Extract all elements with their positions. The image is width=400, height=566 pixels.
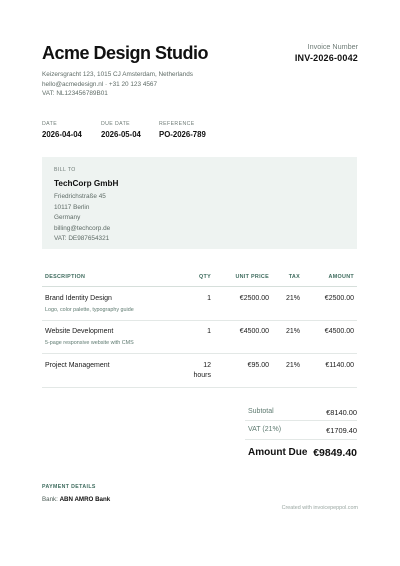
company-vat: VAT: NL123456789B01 bbox=[42, 90, 108, 97]
invoice-number-label: Invoice Number bbox=[307, 42, 358, 51]
meta-due-date bbox=[101, 121, 141, 139]
company-address: Keizersgracht 123, 1015 CJ Amsterdam, Netherlands bbox=[42, 71, 193, 78]
row-2-description: Website Development bbox=[45, 328, 114, 335]
bill-to-city: 10117 Berlin bbox=[54, 203, 90, 211]
row-3-tax: 21% bbox=[285, 362, 300, 369]
subtotal-label: Subtotal bbox=[248, 408, 274, 415]
due-date-label: DUE DATE bbox=[101, 121, 131, 127]
row-2-tax: 21% bbox=[285, 328, 300, 335]
vat-value: €1709.40 bbox=[326, 426, 357, 435]
row-2-rule bbox=[42, 353, 357, 354]
date-label: DATE bbox=[42, 121, 58, 127]
row-3-rule bbox=[42, 387, 357, 388]
bill-to-email: billing@techcorp.de bbox=[54, 224, 111, 232]
bill-to-name: TechCorp GmbH bbox=[54, 179, 119, 188]
col-amount: AMOUNT bbox=[328, 274, 354, 280]
col-description: DESCRIPTION bbox=[45, 274, 86, 280]
row-1-detail: Logo, color palette, typography guide bbox=[45, 307, 134, 313]
bill-to-address bbox=[54, 192, 110, 245]
row-1-qty: 1 bbox=[207, 295, 211, 302]
vat-label: VAT (21%) bbox=[248, 426, 282, 433]
reference-value: PO-2026-789 bbox=[159, 130, 206, 139]
row-1-amount: €2500.00 bbox=[324, 295, 354, 302]
payment-details-label: PAYMENT DETAILS bbox=[42, 484, 96, 490]
company-contact: hello@acmedesign.nl · +31 20 123 4567 bbox=[42, 80, 158, 88]
meta-date bbox=[42, 121, 82, 139]
payment-bank bbox=[42, 496, 110, 503]
company-name: Acme Design Studio bbox=[42, 43, 209, 63]
subtotal-rule bbox=[245, 420, 357, 421]
row-1-unit-price: €2500.00 bbox=[239, 295, 269, 302]
bill-to-vat: VAT: DE987654321 bbox=[54, 235, 110, 243]
bill-to-country: Germany bbox=[54, 214, 81, 222]
meta-reference bbox=[159, 121, 206, 139]
row-3-unit: hours bbox=[193, 372, 211, 379]
row-2-amount: €4500.00 bbox=[324, 328, 354, 335]
footer-credit: Created with invoicepeppol.com bbox=[281, 505, 358, 511]
due-date-value: 2026-05-04 bbox=[101, 130, 141, 139]
amount-due-label: Amount Due bbox=[248, 447, 308, 458]
row-2-unit-price: €4500.00 bbox=[239, 328, 269, 335]
col-unit-price: UNIT PRICE bbox=[235, 274, 269, 280]
col-qty: QTY bbox=[199, 274, 211, 280]
row-3-unit-price: €95.00 bbox=[247, 362, 269, 369]
amount-due-value: €9849.40 bbox=[313, 447, 357, 459]
subtotal-value: €8140.00 bbox=[326, 408, 357, 417]
bill-to-street: Friedrichstraße 45 bbox=[54, 193, 106, 200]
date-value: 2026-04-04 bbox=[42, 130, 82, 139]
vat-rule bbox=[245, 439, 357, 440]
row-3-qty: 12 bbox=[203, 362, 211, 369]
table-header-rule bbox=[42, 286, 357, 287]
bill-to-box bbox=[42, 157, 357, 249]
payment-bank-name: ABN AMRO Bank bbox=[59, 496, 111, 503]
row-1-tax: 21% bbox=[285, 295, 300, 302]
payment-bank-label: Bank: bbox=[42, 496, 58, 503]
row-3-amount: €1140.00 bbox=[325, 362, 354, 369]
row-2-qty: 1 bbox=[207, 328, 211, 335]
invoice-number: INV-2026-0042 bbox=[294, 53, 358, 63]
row-1-description: Brand Identity Design bbox=[45, 295, 112, 302]
company-address-block bbox=[42, 70, 193, 99]
row-1-rule bbox=[42, 320, 357, 321]
bill-to-label: BILL TO bbox=[54, 167, 76, 173]
row-2-detail: 5-page responsive website with CMS bbox=[45, 340, 134, 346]
col-tax: TAX bbox=[288, 274, 300, 280]
reference-label: REFERENCE bbox=[159, 121, 195, 127]
row-3-description: Project Management bbox=[45, 362, 110, 369]
